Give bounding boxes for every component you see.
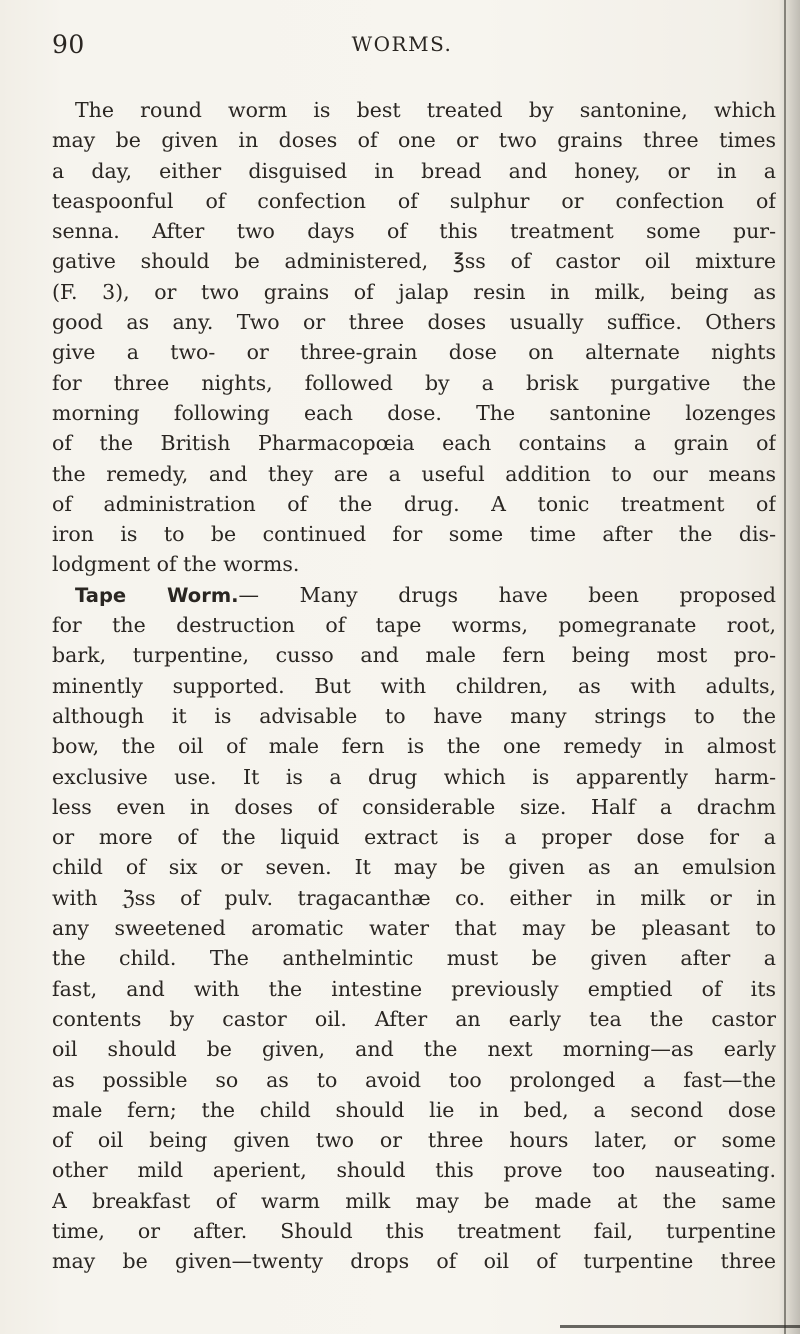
text-line: as possible so as to avoid too prolonged a fast—the bbox=[52, 1067, 776, 1092]
text-line: a day, either disguised in bread and honey, or in a bbox=[52, 158, 776, 183]
text-line: less even in doses of considerable size. Half a drachm bbox=[52, 794, 776, 819]
text-line: exclusive use. It is a drug which is apparently harm- bbox=[52, 764, 776, 789]
text-line: good as any. Two or three doses usually suffice. Others bbox=[52, 310, 776, 335]
text-line: although it is advisable to have many strings to the bbox=[52, 703, 776, 728]
text-line: iron is to be continued for some time after the dis- bbox=[52, 522, 776, 547]
text-line: for the destruction of tape worms, pomegranate root, bbox=[52, 613, 776, 638]
text-line: minently supported. But with children, as with adults, bbox=[52, 673, 776, 698]
text-line: may be given in doses of one or two grains three times bbox=[52, 128, 776, 153]
text-line: fast, and with the intestine previously emptied of its bbox=[52, 976, 776, 1001]
text-line: bow, the oil of male fern is the one remedy in almost bbox=[52, 734, 776, 759]
text-line: senna. After two days of this treatment some pur- bbox=[52, 219, 776, 244]
paragraph-round-worm bbox=[52, 95, 776, 580]
text-line: gative should be administered, ℥ss of castor oil mixture bbox=[52, 249, 776, 274]
text-line: the remedy, and they are a useful addition to our means bbox=[52, 461, 776, 486]
body-text bbox=[52, 95, 776, 1277]
text-line: the child. The anthelmintic must be given after a bbox=[52, 946, 776, 971]
running-head: WORMS. bbox=[351, 32, 453, 56]
heading-line-text: — Many drugs have been proposed bbox=[238, 582, 776, 607]
text-line: give a two- or three-grain dose on alternate nights bbox=[52, 340, 776, 365]
text-line: teaspoonful of confection of sulphur or confection of bbox=[52, 188, 776, 213]
text-line: lodgment of the worms. bbox=[52, 552, 300, 577]
text-line: or more of the liquid extract is a proper dose for a bbox=[52, 825, 776, 850]
text-line: time, or after. Should this treatment fail, turpentine bbox=[52, 1218, 776, 1243]
text-line: oil should be given, and the next morning—as early bbox=[52, 1037, 776, 1062]
text-line: of administration of the drug. A tonic treatment of bbox=[52, 491, 776, 516]
page-header bbox=[52, 30, 772, 70]
text-line: bark, turpentine, cusso and male fern being most pro- bbox=[52, 643, 776, 668]
text-line: of the British Pharmacopœia each contains a grain of bbox=[52, 431, 776, 456]
text-line: A breakfast of warm milk may be made at the same bbox=[52, 1188, 776, 1213]
text-line: male fern; the child should lie in bed, a second dose bbox=[52, 1097, 776, 1122]
text-line: with ℨss of pulv. tragacanthæ co. either in milk or in bbox=[52, 885, 776, 910]
page-number: 90 bbox=[52, 30, 85, 59]
page-edge-shadow bbox=[778, 0, 800, 1334]
text-line: for three nights, followed by a brisk purgative the bbox=[52, 370, 776, 395]
page-edge-line bbox=[784, 0, 786, 1334]
section-heading-tape-worm: Tape Worm. bbox=[75, 583, 239, 607]
text-line: contents by castor oil. After an early tea the castor bbox=[52, 1006, 776, 1031]
text-line: any sweetened aromatic water that may be pleasant to bbox=[52, 916, 776, 941]
text-line: morning following each dose. The santonine lozenges bbox=[52, 400, 776, 425]
text-line: The round worm is best treated by santonine, which bbox=[75, 98, 776, 122]
text-line: may be given—twenty drops of oil of turpentine three bbox=[52, 1249, 776, 1274]
page-bottom-line bbox=[560, 1325, 800, 1328]
text-line bbox=[52, 580, 776, 610]
paragraph-tape-worm bbox=[52, 580, 776, 1277]
text-line: (F. 3), or two grains of jalap resin in milk, being as bbox=[52, 279, 776, 304]
text-line: child of six or seven. It may be given as an emulsion bbox=[52, 855, 776, 880]
text-line: of oil being given two or three hours later, or some bbox=[52, 1128, 776, 1153]
text-line: other mild aperient, should this prove too nauseating. bbox=[52, 1158, 776, 1183]
